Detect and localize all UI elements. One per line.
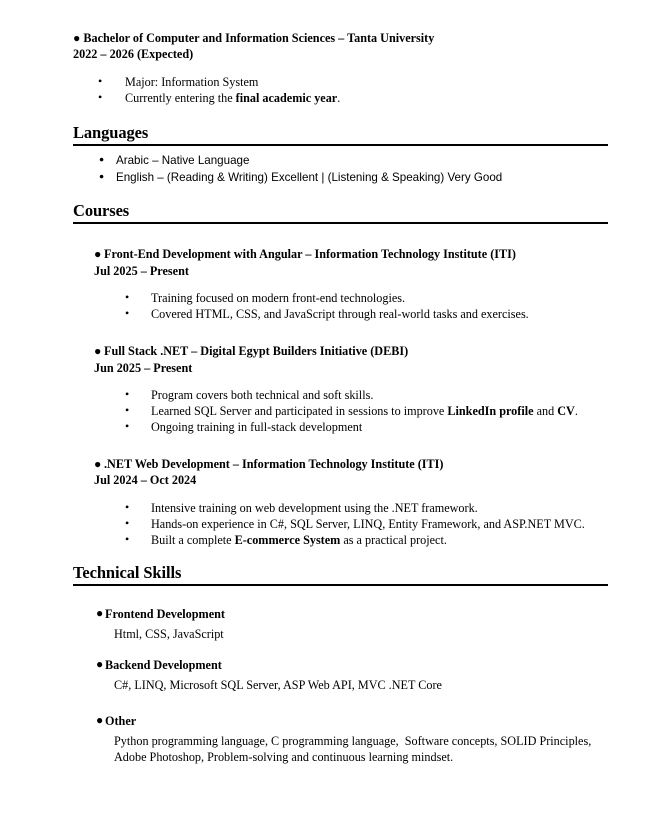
- skill-group: [73, 714, 608, 765]
- education-dates-line: 2022 – 2026 (Expected): [73, 47, 194, 62]
- course-points-list: [73, 291, 608, 323]
- section-heading-languages: Languages: [73, 124, 608, 146]
- education-entry: [73, 30, 608, 107]
- course-point-text: Program covers both technical and soft skills.: [151, 388, 374, 402]
- course-title-line: [73, 456, 608, 472]
- course-point-text: Intensive training on web development using the .NET framework.: [151, 500, 478, 515]
- skill-group: [73, 658, 608, 693]
- course-bullet-icon: ●: [94, 247, 102, 262]
- course-title-text: .NET Web Development – Information Technology Institute (ITI): [104, 456, 444, 471]
- course-point-emphasis-2: CV: [557, 403, 575, 418]
- course-entry: [73, 343, 608, 436]
- course-title-text: Full Stack .NET – Digital Egypt Builders Initiative (DEBI): [104, 344, 409, 359]
- list-item: [73, 307, 608, 323]
- course-point-text: Hands-on experience in C#, SQL Server, LINQ, Entity Framework, and ASP.NET MVC.: [151, 516, 585, 531]
- course-dates: Jun 2025 – Present: [94, 360, 193, 375]
- skill-group-items: Python programming language, C programming language, Software concepts, SOLID Principles, Adobe Photoshop, Problem-solving and continuous learning mindset.: [114, 733, 594, 764]
- education-point-text: Major: Information System: [125, 75, 259, 90]
- course-point-text: Ongoing training in full-stack development: [151, 419, 363, 434]
- list-item: [73, 388, 608, 404]
- list-item: [73, 291, 608, 307]
- course-point-suffix: as a practical project.: [340, 532, 447, 547]
- education-bullet-icon: ●: [73, 31, 81, 45]
- course-point-text: Training focused on modern front-end technologies.: [151, 291, 406, 306]
- education-point-emphasis: final academic year: [235, 91, 338, 106]
- skill-group-name-line: [73, 658, 608, 674]
- language-item-text: Arabic – Native Language: [116, 153, 250, 167]
- course-entry: [73, 456, 608, 549]
- course-point-text: Learned SQL Server and participated in sessions to improve: [151, 403, 448, 418]
- skill-group: [73, 607, 608, 642]
- course-point-suffix: .: [574, 403, 578, 418]
- list-item: [73, 420, 608, 436]
- skill-group-name-line: [73, 714, 608, 730]
- list-item: [73, 404, 608, 420]
- list-item: [73, 170, 608, 187]
- course-entry: [73, 246, 608, 323]
- course-bullet-icon: ●: [94, 456, 102, 471]
- skill-group-items: Html, CSS, JavaScript: [114, 626, 224, 641]
- course-title-text: Front-End Development with Angular – Information Technology Institute (ITI): [104, 247, 516, 262]
- skill-group-name: Frontend Development: [105, 606, 225, 621]
- course-point-mid: and: [533, 403, 558, 418]
- course-title-line: [73, 246, 608, 262]
- list-item: [73, 501, 608, 517]
- list-item: [73, 75, 608, 91]
- course-points-list: [73, 388, 608, 436]
- course-dates: Jul 2024 – Oct 2024: [94, 473, 197, 488]
- education-point-text: Currently entering the: [125, 91, 236, 106]
- education-points-list: [73, 75, 608, 107]
- education-point-suffix: .: [337, 91, 341, 106]
- skill-group-name-line: [73, 607, 608, 623]
- course-point-text: Built a complete: [151, 532, 235, 547]
- skill-group-name: Backend Development: [105, 657, 222, 672]
- education-degree-text: Bachelor of Computer and Information Sciences – Tanta University: [83, 31, 435, 45]
- list-item: [73, 153, 608, 170]
- list-item: [73, 533, 608, 549]
- skill-bullet-icon: ●: [96, 712, 104, 727]
- course-title-line: [73, 343, 608, 359]
- languages-list: [73, 153, 608, 186]
- course-points-list: [73, 501, 608, 549]
- course-point-emphasis: LinkedIn profile: [447, 403, 534, 418]
- list-item: [73, 91, 608, 107]
- course-point-emphasis: E-commerce System: [234, 532, 341, 547]
- list-item: [73, 517, 608, 533]
- course-bullet-icon: ●: [94, 344, 102, 359]
- course-point-text: Covered HTML, CSS, and JavaScript through real-world tasks and exercises.: [151, 307, 529, 322]
- skill-group-items: C#, LINQ, Microsoft SQL Server, ASP Web API, MVC .NET Core: [114, 677, 442, 692]
- skill-bullet-icon: ●: [96, 605, 104, 620]
- language-item-text: English – (Reading & Writing) Excellent | (Listening & Speaking) Very Good: [116, 170, 503, 184]
- section-heading-technical-skills: Technical Skills: [73, 564, 608, 586]
- education-degree-line: [73, 30, 608, 46]
- skill-group-name: Other: [105, 713, 137, 728]
- skill-bullet-icon: ●: [96, 656, 104, 671]
- section-heading-courses: Courses: [73, 202, 608, 224]
- course-dates: Jul 2025 – Present: [94, 263, 189, 278]
